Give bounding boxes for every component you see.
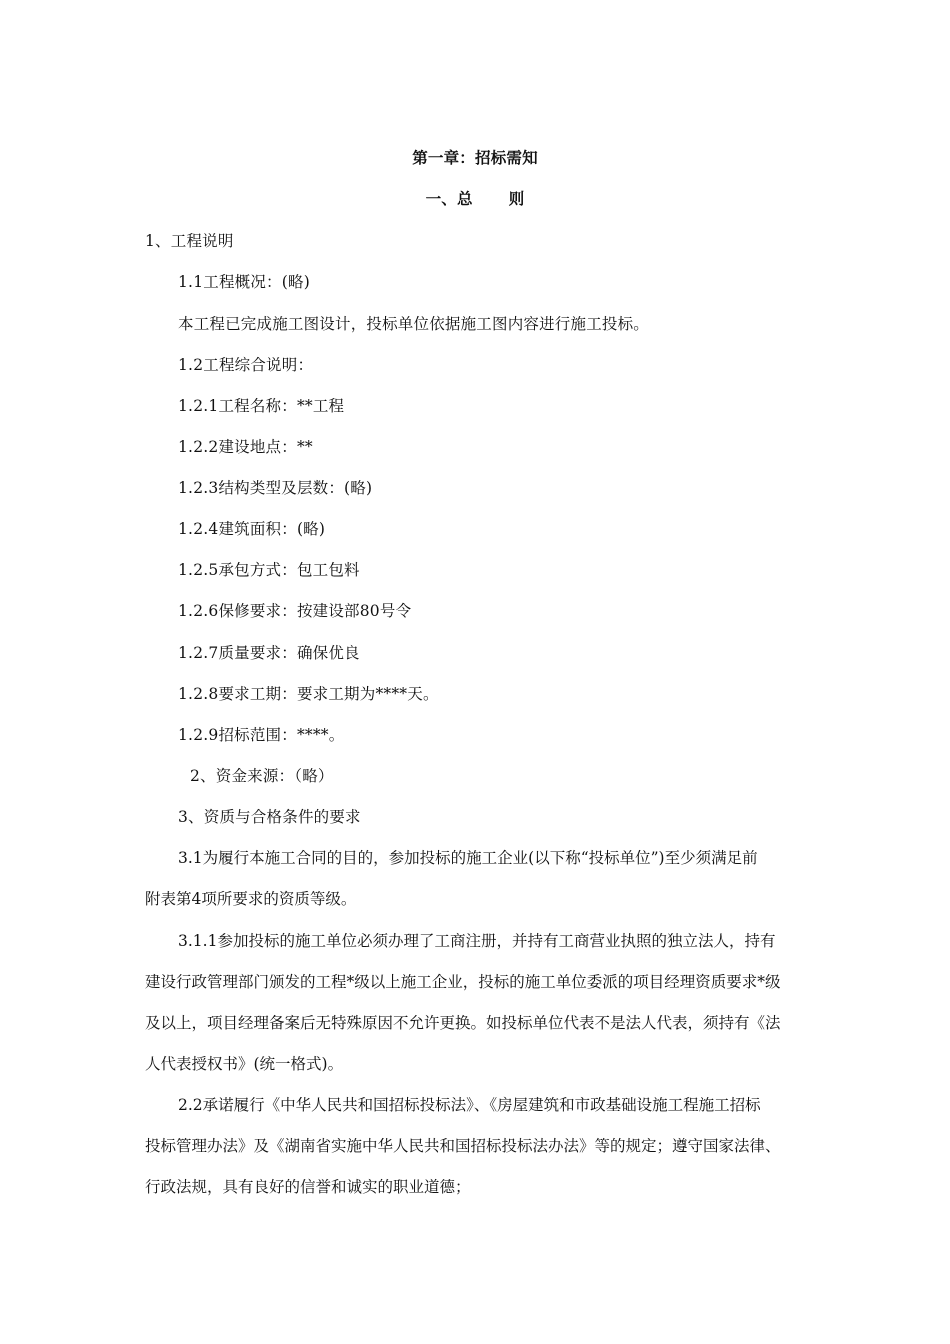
item-construction-site: 1.2.2建设地点：** <box>178 438 313 456</box>
item-funding-source: 2、资金来源：（略） <box>190 767 334 785</box>
item-building-area: 1.2.4建筑面积：(略) <box>178 520 326 538</box>
item-structure-type: 1.2.3结构类型及层数：(略) <box>178 479 373 497</box>
section-title-right: 则 <box>508 189 525 208</box>
item-qualification-requirements: 3、资质与合格条件的要求 <box>178 808 361 826</box>
item-construction-period: 1.2.8要求工期：要求工期为****天。 <box>178 685 439 703</box>
paragraph-3-1-1-line: 及以上，项目经理备案后无特殊原因不允许更换。如投标单位代表不是法人代表，须持有《法 <box>145 1014 781 1032</box>
item-project-name: 1.2.1工程名称：**工程 <box>178 397 345 415</box>
paragraph-2-2-line: 行政法规，具有良好的信誉和诚实的职业道德； <box>145 1178 471 1196</box>
chapter-title: 第一章：招标需知 <box>412 148 538 167</box>
item-project-overview: 1.1工程概况：(略) <box>178 273 310 291</box>
paragraph-3-1-1-line: 建设行政管理部门颁发的工程*级以上施工企业，投标的施工单位委派的项目经理资质要求*级 <box>145 973 781 991</box>
paragraph-3-1-1-line: 3.1.1参加投标的施工单位必须办理了工商注册，并持有工商营业执照的独立法人，持有 <box>178 932 776 950</box>
item-project-overview-text: 本工程已完成施工图设计，投标单位依据施工图内容进行施工投标。 <box>178 315 650 333</box>
item-warranty-requirement: 1.2.6保修要求：按建设部80号令 <box>178 602 412 620</box>
paragraph-3-1-line: 附表第4项所要求的资质等级。 <box>145 890 357 908</box>
item-engineering-description: 1、工程说明 <box>145 232 234 250</box>
paragraph-3-1-1-line: 人代表授权书》(统一格式)。 <box>145 1055 344 1073</box>
paragraph-3-1-line: 3.1为履行本施工合同的目的，参加投标的施工企业(以下称“投标单位”)至少须满足前 <box>178 849 758 867</box>
item-comprehensive-description: 1.2工程综合说明： <box>178 356 314 374</box>
item-quality-requirement: 1.2.7质量要求：确保优良 <box>178 644 360 662</box>
paragraph-2-2-line: 2.2承诺履行《中华人民共和国招标投标法》、《房屋建筑和市政基础设施工程施工招标 <box>178 1096 761 1114</box>
paragraph-2-2-line: 投标管理办法》及《湖南省实施中华人民共和国招标投标法办法》等的规定；遵守国家法律、 <box>145 1137 781 1155</box>
section-title <box>0 189 950 209</box>
section-title-left: 一、总 <box>425 189 473 208</box>
item-contract-method: 1.2.5承包方式：包工包料 <box>178 561 360 579</box>
item-bidding-scope: 1.2.9招标范围：****。 <box>178 726 345 744</box>
